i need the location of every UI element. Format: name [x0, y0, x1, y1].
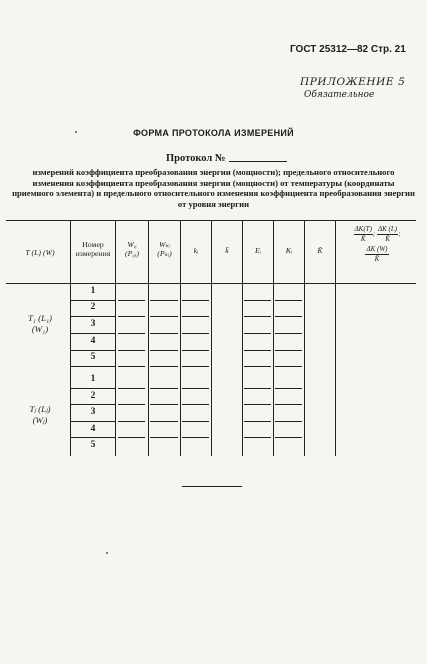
- cell-rule: [150, 350, 178, 351]
- cell-rule: [182, 316, 209, 317]
- header-condition: T (L) (W): [25, 248, 55, 257]
- cell-rule: [244, 388, 271, 389]
- cell-rule: [275, 300, 302, 301]
- row-rule: [71, 437, 115, 438]
- frac-delta-w-num: ΔK (W): [366, 245, 388, 253]
- header-relative-change: [336, 225, 418, 264]
- cell-rule: [244, 437, 271, 438]
- frac-separator: ;: [398, 230, 401, 239]
- row-rule: [71, 333, 115, 334]
- form-title: ФОРМА ПРОТОКОЛА ИЗМЕРЕНИЙ: [133, 128, 294, 138]
- scan-speck: [106, 552, 108, 554]
- cell-rule: [150, 437, 178, 438]
- appendix-status: Обязательное: [304, 90, 375, 100]
- cell-rule: [275, 350, 302, 351]
- protocol-label: Протокол №: [166, 153, 226, 164]
- protocol-number-line: [166, 152, 287, 164]
- cell-rule: [182, 350, 209, 351]
- cell-rule: [244, 333, 271, 334]
- frac-delta-l: [377, 225, 401, 244]
- header-w0: [116, 240, 148, 258]
- col-sep: [180, 221, 181, 456]
- row-number: 5: [90, 352, 96, 362]
- cell-rule: [275, 333, 302, 334]
- col-sep: [211, 221, 212, 456]
- row-number: 4: [90, 336, 96, 346]
- page-header: ГОСТ 25312—82 Стр. 21: [290, 44, 406, 55]
- cell-rule: [150, 366, 178, 367]
- group-label-2: [18, 404, 62, 426]
- row-rule: [71, 350, 115, 351]
- group-2-line1: Tⱼ (Lⱼ): [29, 404, 51, 414]
- row-rule: [71, 388, 115, 389]
- col-sep: [242, 221, 243, 456]
- frac-delta-l-num: ΔK (L): [378, 225, 398, 233]
- cell-rule: [182, 421, 209, 422]
- row-number: 1: [90, 286, 96, 296]
- frac-delta-w-den: K̄: [374, 255, 380, 263]
- cell-rule: [150, 300, 178, 301]
- cell-rule: [118, 366, 145, 367]
- cell-rule: [182, 333, 209, 334]
- row-number: 3: [90, 319, 96, 329]
- cell-rule: [118, 404, 145, 405]
- frac-delta-w: [365, 245, 388, 264]
- header-wki: [149, 240, 180, 258]
- frac-separator: ;: [372, 230, 376, 239]
- cell-rule: [118, 333, 145, 334]
- row-rule: [71, 421, 115, 422]
- cell-rule: [244, 300, 271, 301]
- cell-rule: [118, 350, 145, 351]
- header-ki: kᵢ: [193, 246, 199, 255]
- header-k-bar: k̄: [225, 246, 229, 255]
- cell-rule: [150, 333, 178, 334]
- frac-delta-t-num: ΔK(T): [354, 225, 372, 233]
- cell-rule: [118, 316, 145, 317]
- row-number: 5: [90, 440, 96, 450]
- header-w0-label: W₀: [127, 240, 137, 249]
- cell-rule: [244, 316, 271, 317]
- header-p0i-label: (P₀ᵢ): [125, 249, 139, 258]
- cell-rule: [275, 366, 302, 367]
- cell-rule: [182, 437, 209, 438]
- header-K-bar: K̄: [317, 246, 323, 255]
- protocol-number-blank: [229, 152, 287, 162]
- header-ei: Eᵢ: [255, 246, 261, 255]
- row-rule: [71, 404, 115, 405]
- cell-rule: [118, 388, 145, 389]
- cell-rule: [182, 388, 209, 389]
- cell-rule: [118, 300, 145, 301]
- group-1-line2: (W₁): [31, 324, 49, 334]
- row-rule: [71, 366, 115, 367]
- cell-rule: [244, 404, 271, 405]
- cell-rule: [244, 366, 271, 367]
- col-sep: [304, 221, 305, 456]
- cell-rule: [275, 404, 302, 405]
- cell-rule: [150, 421, 178, 422]
- cell-rule: [275, 437, 302, 438]
- form-description: измерений коэффициента преобразования энергии (мощности); предельного относительного изменения коэффициента преобразования энергии (мощности) от температуры (координаты приемного элемента) и предельного относительного изменения коэффициента преобразования энергии от уровня энергии: [12, 167, 415, 209]
- frac-delta-l-den: K̄: [385, 235, 390, 243]
- cell-rule: [182, 366, 209, 367]
- appendix-title: ПРИЛОЖЕНИЕ 5: [300, 76, 406, 88]
- header-pki-label: (Pₖᵢ): [157, 249, 172, 258]
- cell-rule: [182, 404, 209, 405]
- row-rule: [71, 316, 115, 317]
- row-number: 4: [90, 424, 96, 434]
- frac-delta-t: [354, 225, 376, 244]
- row-number: 2: [90, 391, 96, 401]
- header-measurement-no: Номер измерения: [75, 240, 111, 258]
- cell-rule: [244, 421, 271, 422]
- row-number: 2: [90, 302, 96, 312]
- cell-rule: [244, 350, 271, 351]
- group-label-1: [18, 313, 62, 335]
- cell-rule: [150, 316, 178, 317]
- cell-rule: [182, 300, 209, 301]
- col-sep: [273, 221, 274, 456]
- row-number: 1: [90, 374, 96, 384]
- cell-rule: [118, 421, 145, 422]
- end-rule: [182, 486, 242, 487]
- cell-rule: [118, 437, 145, 438]
- group-2-line2: (Wⱼ): [32, 415, 48, 425]
- cell-rule: [275, 421, 302, 422]
- header-wki-label: Wₖᵢ: [158, 240, 171, 249]
- header-Ki: Kᵢ: [285, 246, 293, 255]
- cell-rule: [150, 404, 178, 405]
- row-rule: [71, 300, 115, 301]
- group-1-line1: T₁ (L₁): [28, 313, 52, 323]
- frac-delta-t-den: K̄: [360, 235, 366, 243]
- row-number: 3: [90, 407, 96, 417]
- cell-rule: [150, 388, 178, 389]
- cell-rule: [275, 388, 302, 389]
- cell-rule: [275, 316, 302, 317]
